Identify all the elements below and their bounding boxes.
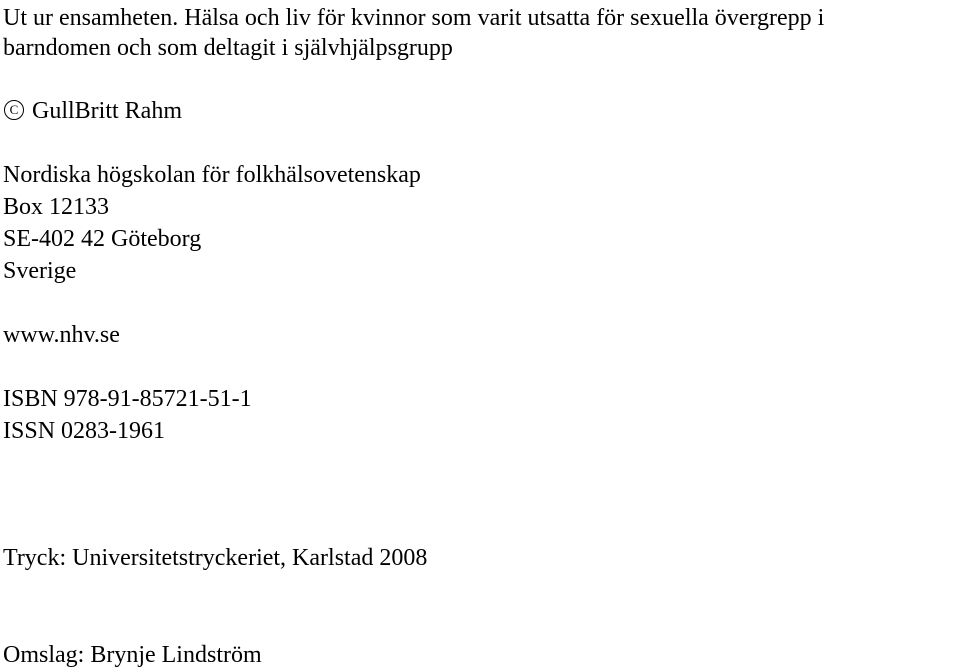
title-line-1: Ut ur ensamheten. Hälsa och liv för kvinnor som varit utsatta för sexuella övergrepp i	[3, 5, 825, 31]
publisher-name: Nordiska högskolan för folkhälsovetenskap	[3, 162, 421, 188]
copyright-icon: C	[4, 100, 24, 120]
publisher-country: Sverige	[3, 258, 77, 284]
title-line-2: barndomen och som deltagit i självhjälpsgrupp	[3, 35, 453, 61]
isbn-number: ISBN 978-91-85721-51-1	[3, 386, 252, 412]
copyright-line	[3, 95, 182, 127]
issn-number: ISSN 0283-1961	[3, 418, 166, 444]
website-link[interactable]: www.nhv.se	[3, 322, 120, 348]
cover-credit: Omslag: Brynje Lindström	[3, 642, 262, 668]
publisher-box: Box 12133	[3, 194, 110, 220]
publisher-postal: SE-402 42 Göteborg	[3, 226, 202, 252]
colophon-page	[3, 0, 958, 670]
print-info: Tryck: Universitetstryckeriet, Karlstad 2008	[3, 545, 428, 571]
copyright-holder: GullBritt Rahm	[32, 98, 182, 124]
